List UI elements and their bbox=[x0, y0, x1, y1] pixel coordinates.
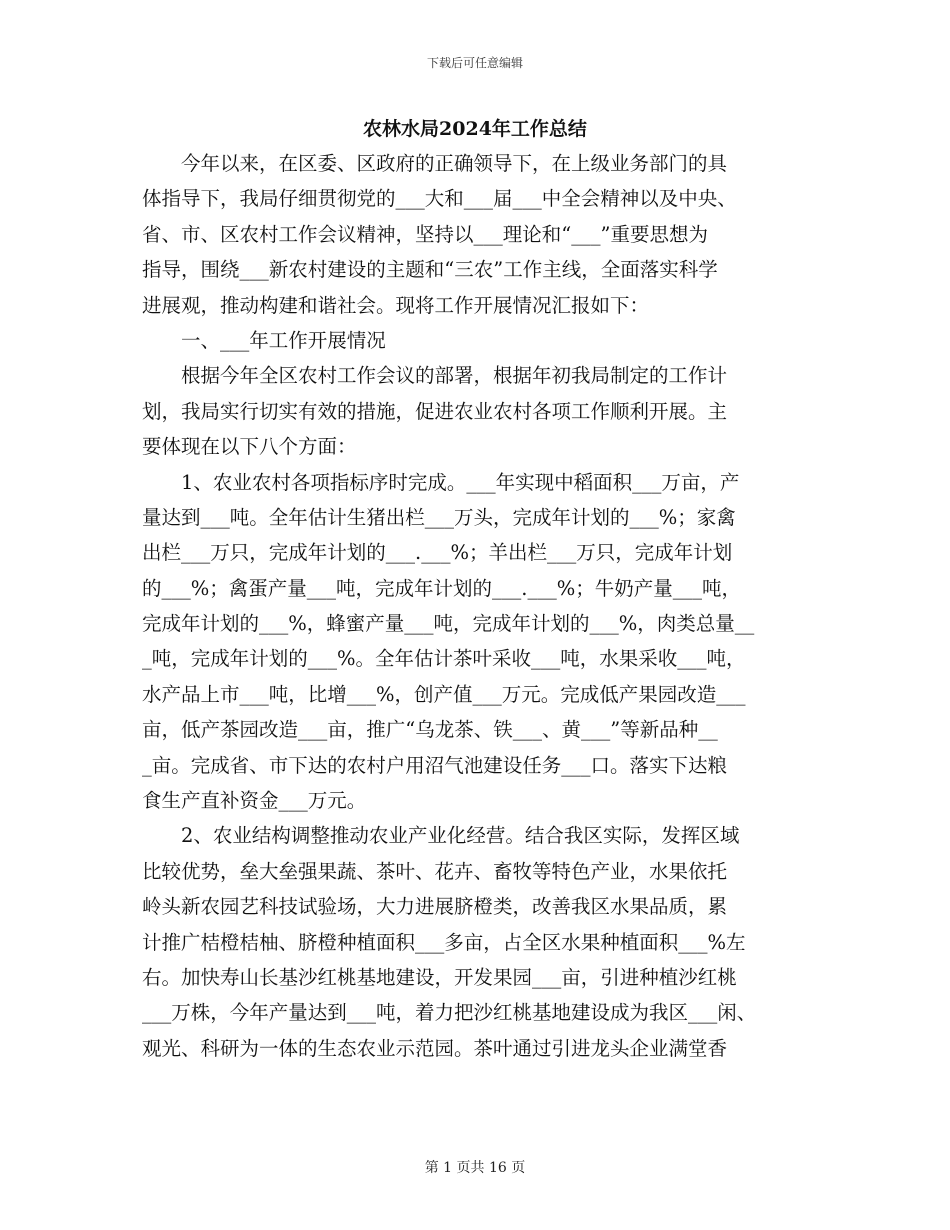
body-line: 体指导下，我局仔细贯彻党的___大和___届___中全会精神以及中央、 bbox=[142, 187, 737, 211]
document-title: 农林水局2024年工作总结 bbox=[363, 118, 587, 140]
body-line: 进展观，推动构建和谐社会。现将工作开展情况汇报如下： bbox=[142, 293, 650, 317]
body-line: 要体现在以下八个方面： bbox=[142, 435, 357, 459]
body-line: 计推广桔橙桔柚、脐橙种植面积___多亩，占全区水果种植面积___%左 bbox=[142, 930, 746, 954]
body-line: 右。加快寿山长基沙红桃基地建设，开发果园___亩，引进种植沙红桃 bbox=[142, 965, 737, 989]
body-line: 观光、科研为一体的生态农业示范园。茶叶通过引进龙头企业满堂香 bbox=[142, 1036, 728, 1060]
header-note: 下载后可任意编辑 bbox=[426, 56, 523, 70]
body-line: 食生产直补资金___万元。 bbox=[142, 789, 367, 813]
body-line: 比较优势，垒大垒强果蔬、茶叶、花卉、畜牧等特色产业，水果依托 bbox=[142, 859, 728, 883]
body-line: 2、农业结构调整推动农业产业化经营。结合我区实际，发挥区域 bbox=[142, 824, 740, 848]
section-heading: 一、___年工作开展情况 bbox=[142, 328, 386, 352]
body-line: 省、市、区农村工作会议精神，坚持以___理论和“___”重要思想为 bbox=[142, 222, 708, 246]
document-body bbox=[142, 146, 806, 1066]
body-line: 水产品上市___吨，比增___%，创产值___万元。完成低产果园改造___ bbox=[142, 682, 746, 706]
body-line: 的___%；禽蛋产量___吨，完成年计划的___.___%；牛奶产量___吨， bbox=[142, 576, 742, 600]
body-line: 划，我局实行切实有效的措施，促进农业农村各项工作顺利开展。主 bbox=[142, 399, 728, 423]
body-line: ___万株，今年产量达到___吨，着力把沙红桃基地建设成为我区___闲、 bbox=[142, 1001, 757, 1025]
body-line: 量达到___吨。全年估计生猪出栏___万头，完成年计划的___%；家禽 bbox=[142, 505, 736, 529]
body-line: 出栏___万只，完成年计划的___.___%；羊出栏___万只，完成年计划 bbox=[142, 541, 733, 565]
body-line: 岭头新农园艺科技试验场，大力进展脐橙类，改善我区水果品质，累 bbox=[142, 895, 728, 919]
body-line: 指导，围绕___新农村建设的主题和“三农”工作主线，全面落实科学 bbox=[142, 258, 718, 282]
body-line: 根据今年全区农村工作会议的部署，根据年初我局制定的工作计 bbox=[142, 364, 728, 388]
page-number-footer: 第 1 页共 16 页 bbox=[424, 1160, 526, 1176]
body-line: _吨，完成年计划的___%。全年估计茶叶采收___吨，水果采收___吨， bbox=[142, 647, 746, 671]
body-line: 今年以来，在区委、区政府的正确领导下，在上级业务部门的具 bbox=[142, 152, 728, 175]
body-line: 完成年计划的___%，蜂蜜产量___吨，完成年计划的___%，肉类总量__ bbox=[142, 612, 755, 636]
body-line: 1、农业农村各项指标序时完成。___年实现中稻面积___万亩，产 bbox=[142, 470, 740, 494]
body-line: _亩。完成省、市下达的农村户用沼气池建设任务___口。落实下达粮 bbox=[142, 753, 728, 777]
body-line: 亩，低产茶园改造___亩，推广“乌龙茶、铁___、黄___”等新品种__ bbox=[142, 718, 718, 742]
